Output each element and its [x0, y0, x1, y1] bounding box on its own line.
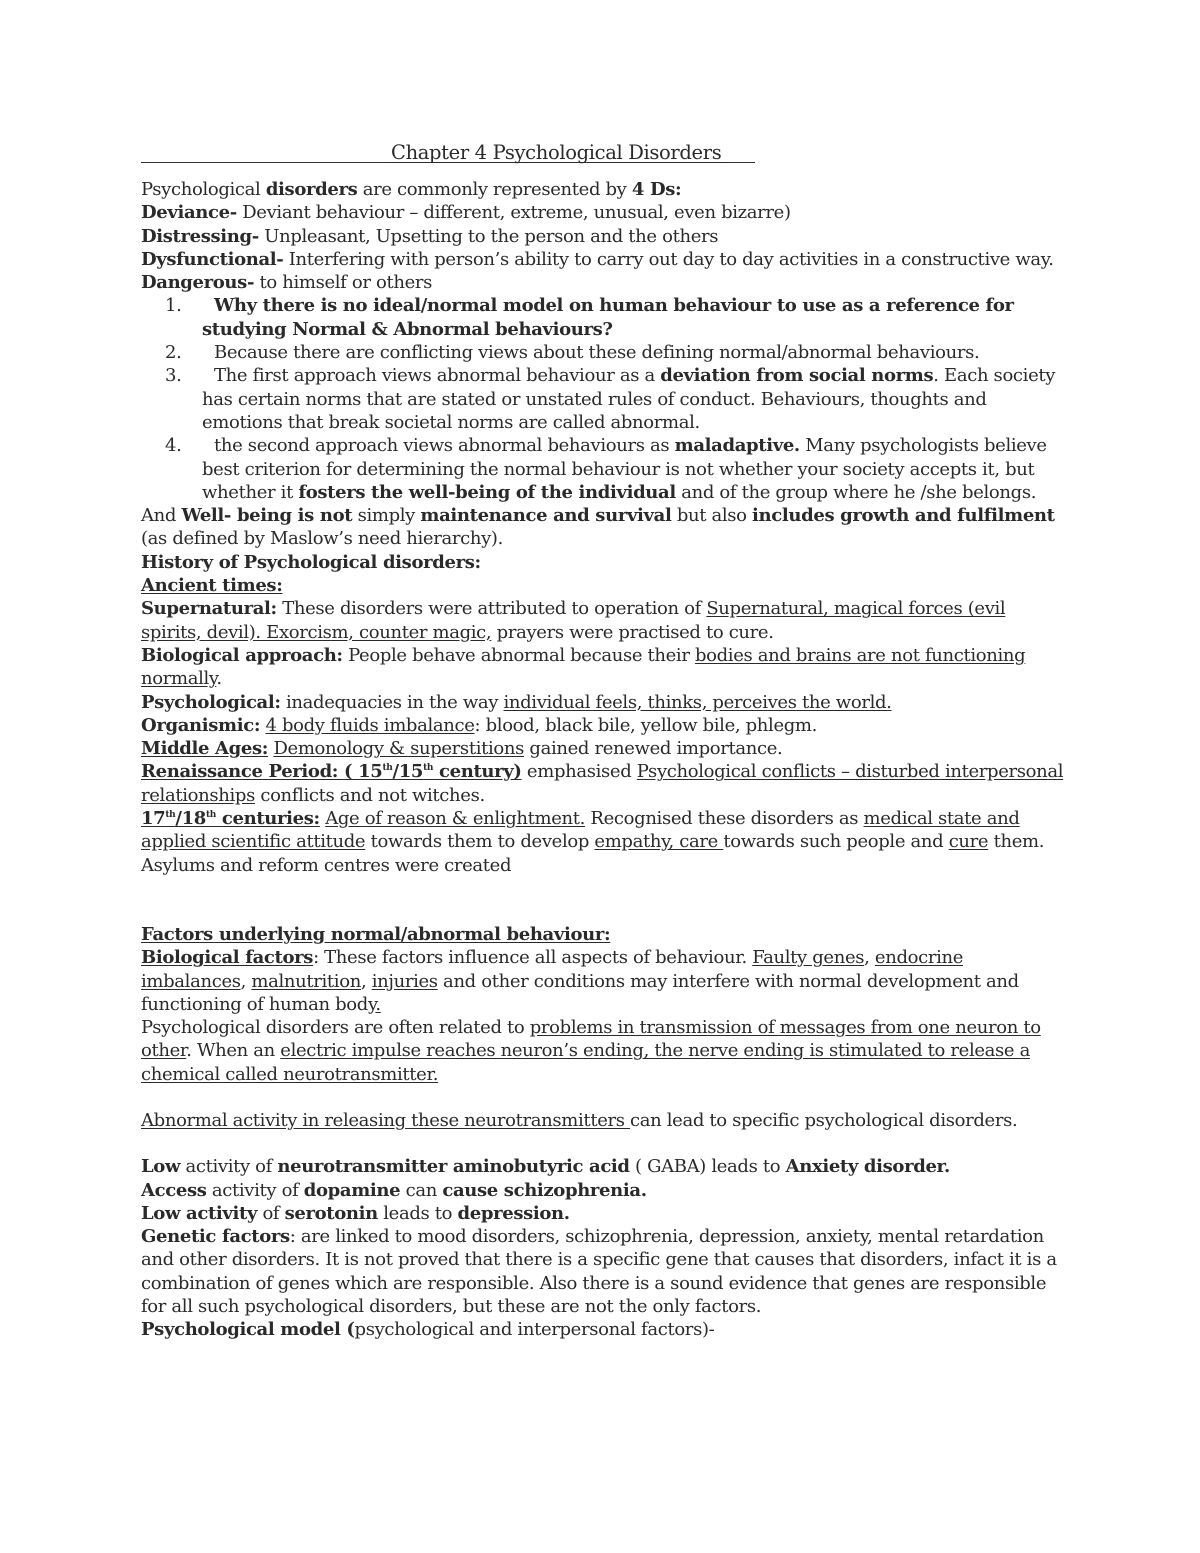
list-item: 2. Because there are conflicting views about these defining normal/abnormal behaviours.	[165, 342, 980, 364]
biological-approach-paragraph: Biological approach: People behave abnormal because their bodies and brains are not functioning normally.	[141, 644, 1026, 690]
gaba-line: Low activity of neurotransmitter aminobutyric acid ( GABA) leads to Anxiety disorder.	[141, 1156, 950, 1178]
document-page	[141, 138, 1066, 1342]
biological-factors-paragraph: Biological factors: These factors influence all aspects of behaviour. Faulty genes, endocrine imbalances, malnutrition, injuries and other conditions may interfere with normal development and functioning of human body.	[141, 947, 1019, 1015]
organismic-paragraph: Organismic: 4 body fluids imbalance: blood, black bile, yellow bile, phlegm.	[141, 714, 818, 736]
dopamine-line: Access activity of dopamine can cause schizophrenia.	[141, 1179, 647, 1201]
dysfunctional-line: Dysfunctional- Interfering with person’s ability to carry out day to day activities in a constructive way.	[141, 248, 1054, 270]
psychological-model-line: Psychological model (psychological and interpersonal factors)-	[141, 1319, 715, 1341]
neurotransmitter-paragraph: Psychological disorders are often related to problems in transmission of messages from one neuron to other. When an electric impulse reaches neuron’s ending, the nerve ending is stimulated to release a chemical called neurotransmitter.	[141, 1017, 1041, 1085]
supernatural-paragraph: Supernatural: These disorders were attributed to operation of Supernatural, magical forces (evil spirits, devil). Exorcism, counter magic, prayers were practised to cure.	[141, 598, 1006, 643]
list-item: 3. The first approach views abnormal behaviour as a deviation from social norms. Each society has certain norms that are stated or unstated rules of conduct. Behaviours, thoughts and emotions that break societal norms are called abnormal.	[165, 365, 1056, 433]
numbered-list	[141, 294, 1066, 504]
title-line	[141, 138, 1066, 168]
genetic-factors-paragraph: Genetic factors: are linked to mood disorders, schizophrenia, depression, anxiety, mental retardation and other disorders. It is not proved that there is a specific gene that causes that disorders, infact it is a combination of genes which are responsible. Also there is a sound evidence that genes are responsible for all such psychological disorders, but these are not the only factors.	[141, 1226, 1057, 1318]
middle-ages-paragraph: Middle Ages: Demonology & superstitions gained renewed importance.	[141, 738, 783, 760]
centuries-paragraph: 17th/18th centuries: Age of reason & enlightment. Recognised these disorders as medical state and applied scientific attitude towards them to develop empathy, care towards such people and cure them. Asylums and reform centres were created	[141, 808, 1045, 876]
history-heading: History of Psychological disorders:	[141, 551, 481, 573]
list-item: 4. the second approach views abnormal behaviours as maladaptive. Many psychologists believe best criterion for determining the normal behaviour is not whether your society accepts it, but whether it fosters the well-being of the individual and of the group where he /she belongs.	[165, 435, 1047, 503]
deviance-line: Deviance- Deviant behaviour – different, extreme, unusual, even bizarre)	[141, 202, 791, 224]
distressing-line: Distressing- Unpleasant, Upsetting to the person and the others	[141, 225, 719, 247]
serotonin-line: Low activity of serotonin leads to depression.	[141, 1202, 570, 1224]
abnormal-activity-paragraph: Abnormal activity in releasing these neurotransmitters can lead to specific psychological disorders.	[141, 1109, 1018, 1131]
wellbeing-paragraph: And Well- being is not simply maintenance and survival but also includes growth and fulfilment (as defined by Maslow’s need hierarchy).	[141, 505, 1055, 550]
ancient-times-heading: Ancient times:	[141, 575, 283, 597]
psychological-paragraph: Psychological: inadequacies in the way individual feels, thinks, perceives the world.	[141, 691, 892, 713]
factors-heading: Factors underlying normal/abnormal behaviour:	[141, 923, 611, 945]
list-item: 1. Why there is no ideal/normal model on human behaviour to use as a reference for studying Normal & Abnormal behaviours?	[165, 295, 1014, 340]
page-title: Chapter 4 Psychological Disorders	[391, 141, 722, 164]
intro-paragraph: Psychological disorders are commonly represented by 4 Ds:	[141, 179, 682, 200]
renaissance-paragraph: Renaissance Period: ( 15th/15th century) emphasised Psychological conflicts – disturbed interpersonal relationships conflicts and not witches.	[141, 761, 1064, 806]
dangerous-line: Dangerous- to himself or others	[141, 272, 433, 294]
